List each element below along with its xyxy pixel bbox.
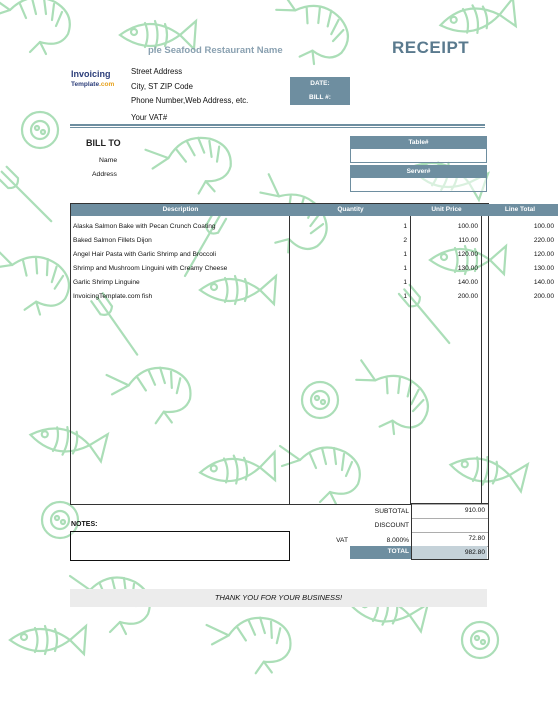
receipt-title: RECEIPT	[392, 38, 470, 57]
table-number-box	[350, 136, 487, 163]
fork-doodle	[0, 167, 56, 226]
city-state-zip: City, ST ZIP Code	[131, 82, 193, 91]
bill-to-heading: BILL TO	[86, 138, 121, 148]
item-description: Baked Salmon Fillets Dijon	[73, 237, 152, 244]
date-label: DATE:	[310, 80, 330, 87]
fish-doodle	[10, 626, 86, 654]
date-bill-box	[290, 77, 350, 105]
item-quantity: 1	[403, 265, 407, 272]
item-quantity: 1	[403, 279, 407, 286]
item-description: Alaska Salmon Bake with Pecan Crunch Coating	[73, 223, 216, 230]
notes-field[interactable]	[70, 531, 290, 561]
phone-web: Phone Number,Web Address, etc.	[131, 96, 249, 105]
address-label: Address	[92, 171, 117, 178]
sushi-doodle	[462, 622, 498, 658]
item-line-total: 120.00	[533, 251, 554, 258]
restaurant-name: ple Seafood Restaurant Name	[148, 45, 283, 56]
sushi-doodle	[22, 112, 58, 148]
name-label: Name	[99, 157, 118, 164]
fish-doodle	[438, 0, 518, 39]
notes-label: NOTES:	[71, 521, 98, 528]
item-unit-price: 120.00	[457, 251, 478, 258]
vat-rate: 8.000%	[386, 537, 409, 544]
total-value: 982.80	[464, 549, 485, 556]
item-quantity: 1	[403, 251, 407, 258]
item-quantity: 2	[403, 237, 407, 244]
item-description: Garlic Shrimp Linguine	[73, 279, 140, 286]
column-header-description: Description	[71, 204, 290, 216]
subtotal-label: SUBTOTAL	[374, 508, 409, 515]
header-divider-thin	[70, 127, 485, 128]
server-label: Server#	[350, 165, 487, 178]
items-table	[70, 203, 554, 505]
vat-number: Your VAT#	[131, 113, 168, 122]
item-line-total: 140.00	[533, 279, 554, 286]
shrimp-doodle	[261, 0, 356, 72]
company-logo: Invoicing Template.com	[71, 69, 115, 88]
discount-cell[interactable]	[411, 518, 489, 533]
street-address: Street Address	[131, 67, 183, 76]
shrimp-doodle	[0, 248, 74, 319]
item-unit-price: 200.00	[457, 293, 478, 300]
item-description: InvoicingTemplate.com fish	[73, 293, 153, 300]
item-line-total: 220.00	[533, 237, 554, 244]
vat-amount: 72.80	[468, 535, 485, 542]
discount-label: DISCOUNT	[374, 522, 409, 529]
table-label: Table#	[350, 136, 487, 149]
item-line-total: 100.00	[533, 223, 554, 230]
table-number-field[interactable]	[350, 149, 487, 163]
item-description: Angel Hair Pasta with Garlic Shrimp and Broccoli	[73, 251, 216, 258]
thank-you-banner: THANK YOU FOR YOUR BUSINESS!	[70, 589, 487, 607]
item-unit-price: 130.00	[457, 265, 478, 272]
item-unit-price: 140.00	[457, 279, 478, 286]
server-number-field[interactable]	[350, 178, 487, 192]
server-number-box	[350, 165, 487, 192]
subtotal-cell	[411, 503, 489, 519]
item-unit-price: 110.00	[458, 237, 478, 244]
total-label: TOTAL	[387, 548, 409, 555]
bill-number-label: BILL #:	[309, 94, 331, 101]
shrimp-doodle	[145, 129, 237, 206]
vat-cell	[411, 532, 489, 547]
column-header-quantity: Quantity	[290, 204, 411, 216]
item-line-total: 200.00	[533, 293, 554, 300]
item-line-total: 130.00	[533, 265, 554, 272]
shrimp-doodle	[0, 0, 70, 54]
column-header-line-total: Line Total	[482, 204, 558, 216]
item-unit-price: 100.00	[457, 223, 478, 230]
column-header-unit-price: Unit Price	[411, 204, 482, 216]
item-quantity: 1	[403, 223, 407, 230]
shrimp-doodle	[207, 611, 296, 682]
item-quantity: 1	[403, 293, 407, 300]
header-divider	[70, 124, 485, 126]
vat-label: VAT	[336, 537, 348, 544]
subtotal-value: 910.00	[464, 507, 485, 514]
total-cell	[411, 546, 489, 560]
item-description: Shrimp and Mushroom Linguini with Creamy Cheese	[73, 265, 228, 272]
